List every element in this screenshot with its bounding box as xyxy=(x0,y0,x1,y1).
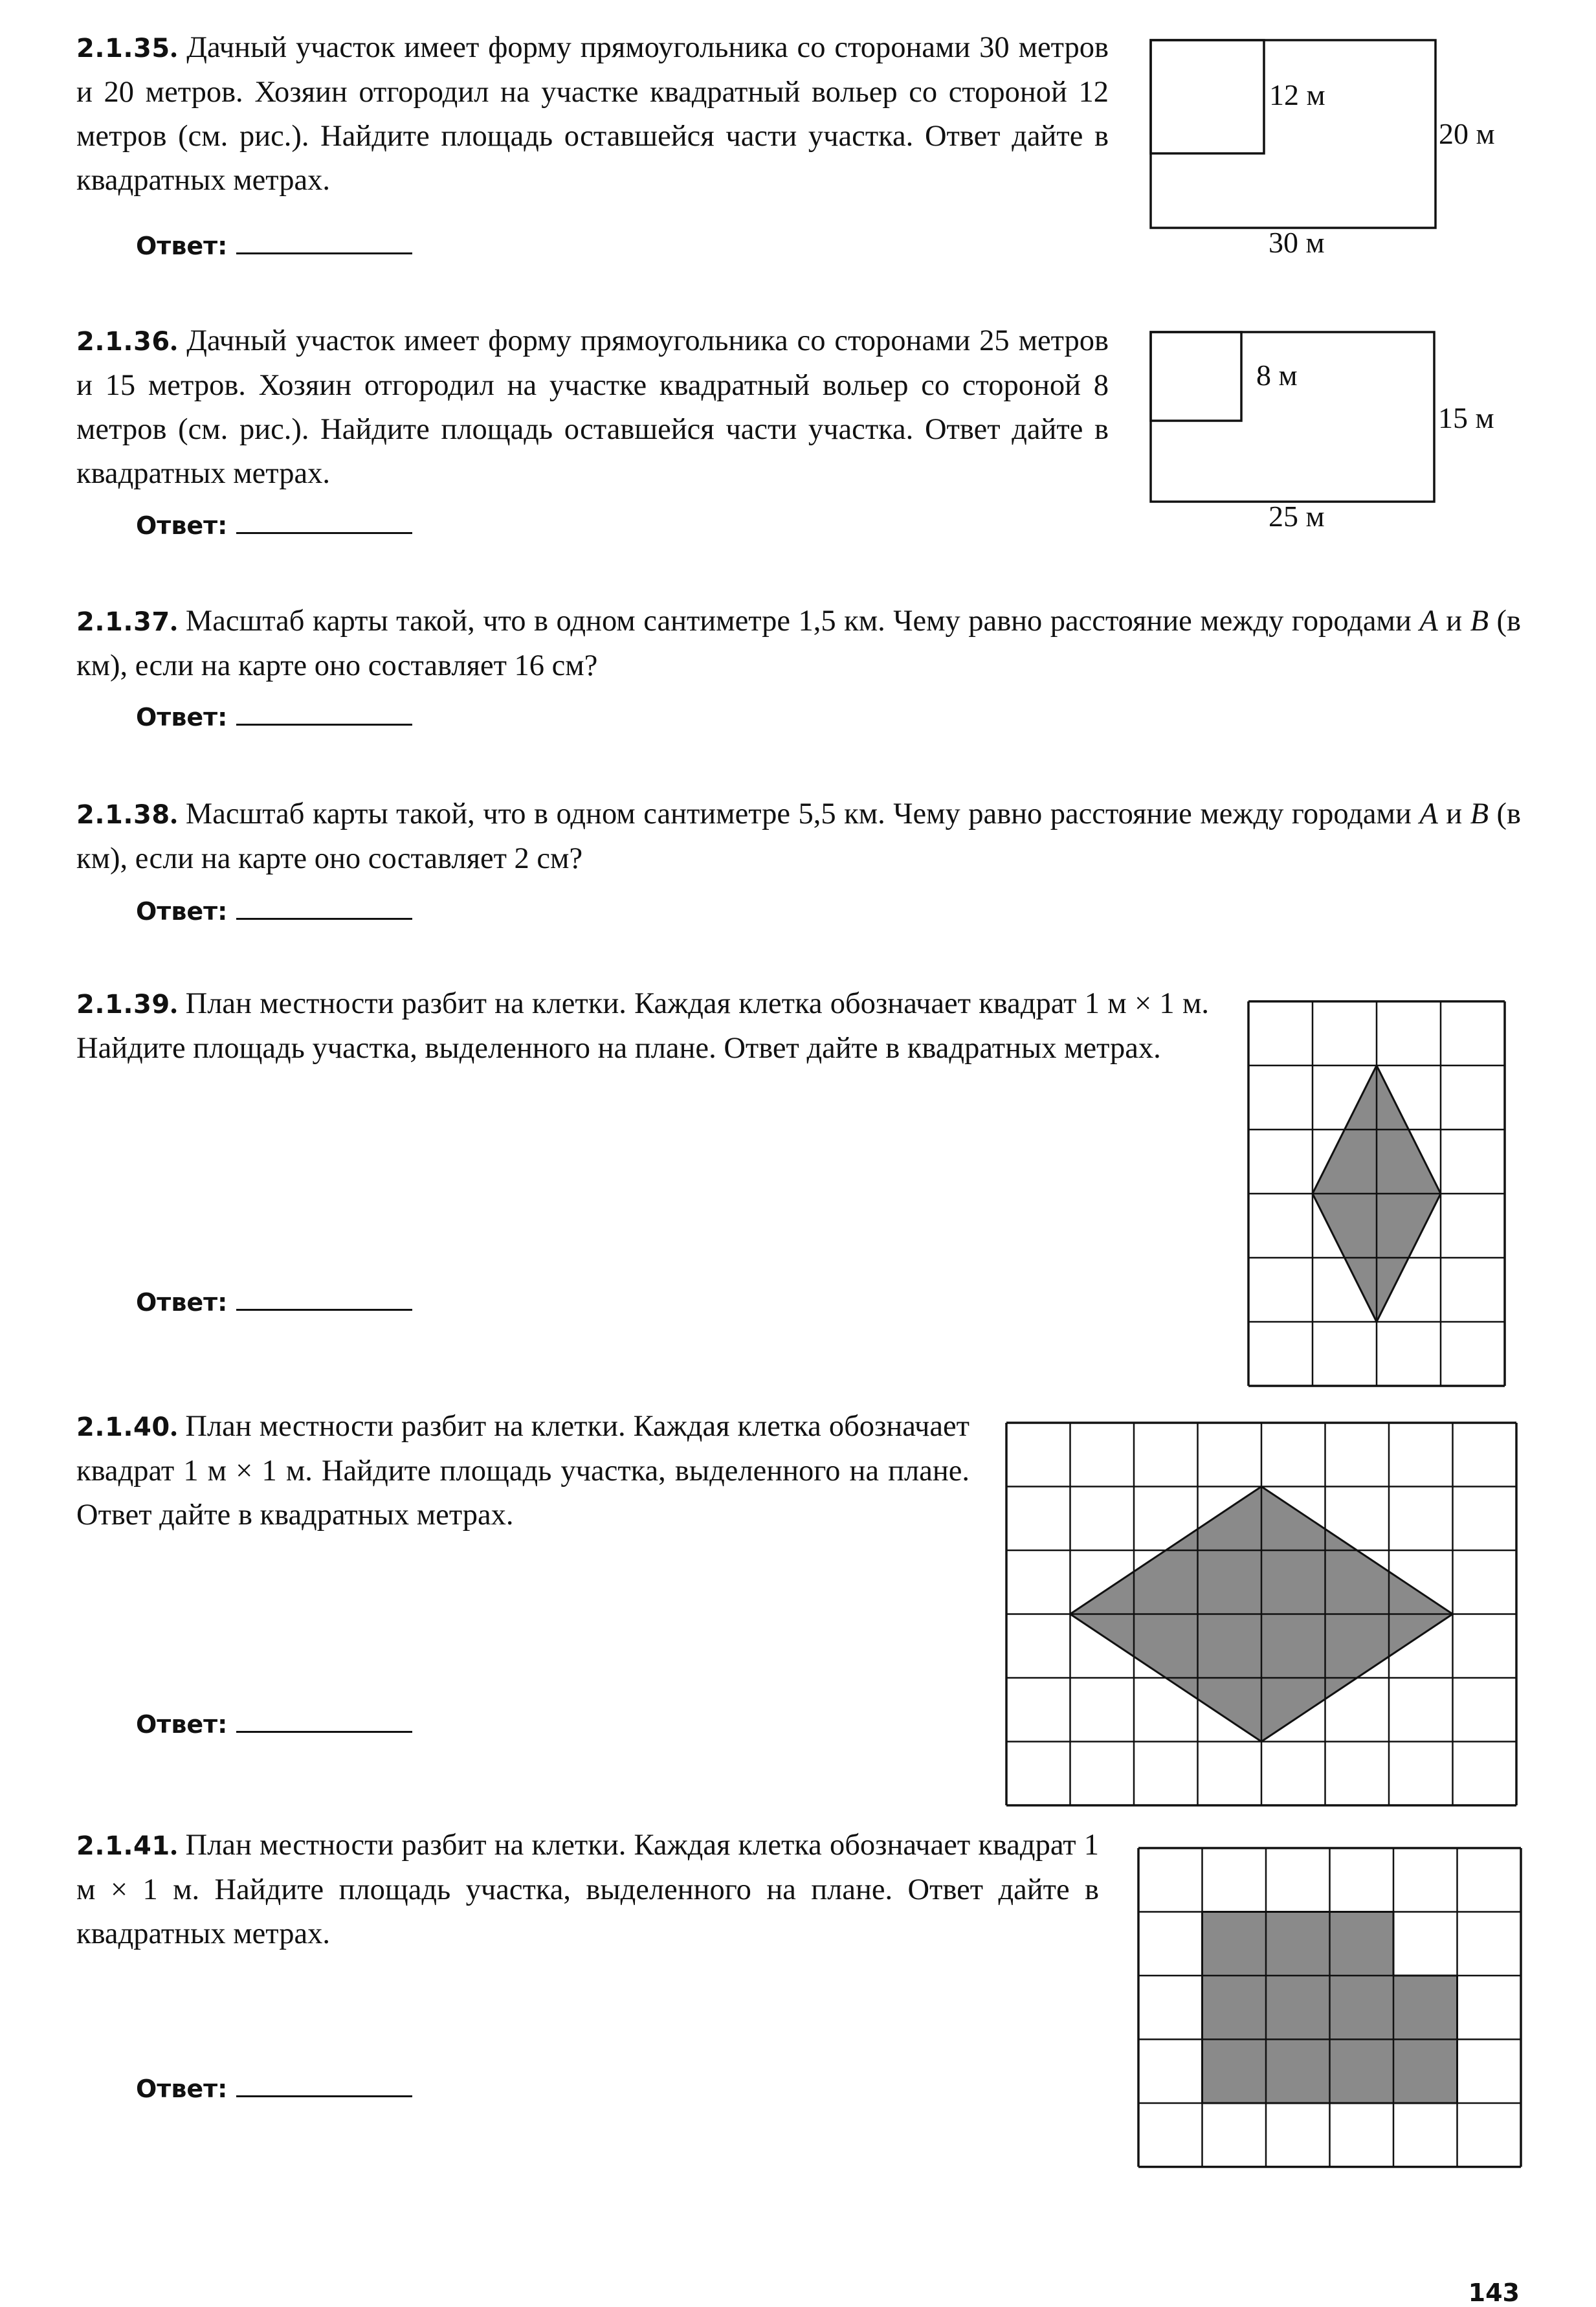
problem-2-1-40 xyxy=(76,1405,970,1537)
plot-rectangle xyxy=(1151,40,1435,228)
problem-number: 2.1.39 xyxy=(76,990,170,1020)
answer-label: Ответ: xyxy=(136,2075,228,2103)
problem-statement: План местности разбит на клетки. Каждая клетка обозначает квадрат 1 м × 1 м. Найдите площадь участка, выделенного на плане. Ответ дайте в квадратных метрах. xyxy=(76,1829,1099,1950)
problem-number: 2.1.40 xyxy=(76,1412,170,1442)
answer-label: Ответ: xyxy=(136,703,228,731)
answer-line[interactable] xyxy=(236,911,412,920)
answer-line[interactable] xyxy=(236,1724,412,1733)
problem-text: 2.1.35. Дачный участок имеет форму прямоугольника со сторонами 30 метров и 20 метров. Хозяин отгородил на участке квадратный вольер со стороной 12 метров (см. рис.). Найдите площадь оставшейся части участка. Ответ дайте в квадратных метрах. xyxy=(76,31,1109,197)
answer-line[interactable] xyxy=(236,526,412,534)
figure-2-1-36 xyxy=(1151,332,1513,546)
problem-statement-part: и xyxy=(1437,605,1470,638)
problem-statement-part: (в км), если на карте оно составляет 16 см? xyxy=(76,605,1521,682)
plot-diagram xyxy=(1151,40,1513,273)
grid-plan-diagram xyxy=(1137,1847,1522,2168)
problem-2-1-35 xyxy=(76,26,1109,203)
problem-2-1-39 xyxy=(76,982,1209,1071)
figure-2-1-39 xyxy=(1247,1000,1506,1386)
problem-statement-part: Масштаб карты такой, что в одном сантиметре 1,5 км. Чему равно расстояние между городами xyxy=(185,605,1420,638)
figure-2-1-40 xyxy=(1005,1421,1518,1806)
plot-width-label: 25 м xyxy=(1269,500,1325,533)
figure-2-1-35 xyxy=(1151,40,1513,273)
point-a-label: A xyxy=(1419,797,1438,830)
problem-statement-part: (в км), если на карте оно составляет 2 см? xyxy=(76,797,1521,875)
answer-2-1-38 xyxy=(136,897,412,926)
plot-rectangle xyxy=(1151,332,1434,502)
answer-label: Ответ: xyxy=(136,1710,228,1739)
plot-width-label: 30 м xyxy=(1269,226,1325,259)
problem-2-1-36 xyxy=(76,319,1109,496)
problem-statement: План местности разбит на клетки. Каждая клетка обозначает квадрат 1 м × 1 м. Найдите площадь участка, выделенного на плане. Ответ дайте в квадратных метрах. xyxy=(76,1410,970,1532)
problem-text: 2.1.40. План местности разбит на клетки. Каждая клетка обозначает квадрат 1 м × 1 м. Найдите площадь участка, выделенного на плане. Ответ дайте в квадратных метрах. xyxy=(76,1410,970,1532)
plot-height-label: 20 м xyxy=(1439,117,1495,150)
answer-label: Ответ: xyxy=(136,232,228,260)
point-b-label: B xyxy=(1470,605,1489,638)
answer-2-1-40 xyxy=(136,1710,412,1739)
problem-statement: Дачный участок имеет форму прямоугольника со сторонами 25 метров и 15 метров. Хозяин отгородил на участке квадратный вольер со стороной 8 метров (см. рис.). Найдите площадь оставшейся части участка. Ответ дайте в квадратных метрах. xyxy=(76,324,1109,490)
enclosure-side-label: 12 м xyxy=(1269,78,1325,111)
page-number: 143 xyxy=(1468,2279,1520,2307)
answer-label: Ответ: xyxy=(136,897,228,926)
problem-statement-part: и xyxy=(1437,797,1470,830)
problem-statement: Дачный участок имеет форму прямоугольника со сторонами 30 метров и 20 метров. Хозяин отгородил на участке квадратный вольер со стороной 12 метров (см. рис.). Найдите площадь оставшейся части участка. Ответ дайте в квадратных метрах. xyxy=(76,31,1109,197)
enclosure-side-label: 8 м xyxy=(1256,359,1298,392)
problem-2-1-38 xyxy=(76,792,1521,881)
answer-line[interactable] xyxy=(236,1302,412,1311)
answer-2-1-36 xyxy=(136,511,412,540)
problem-text: 2.1.41. План местности разбит на клетки. Каждая клетка обозначает квадрат 1 м × 1 м. Найдите площадь участка, выделенного на плане. Ответ дайте в квадратных метрах. xyxy=(76,1829,1099,1950)
problem-statement-part: Масштаб карты такой, что в одном сантиметре 5,5 км. Чему равно расстояние между городами xyxy=(185,797,1420,830)
enclosure-square xyxy=(1151,332,1241,421)
answer-label: Ответ: xyxy=(136,1288,228,1317)
problem-number: 2.1.35 xyxy=(76,34,170,63)
problem-text: 2.1.37. Масштаб карты такой, что в одном сантиметре 1,5 км. Чему равно расстояние между городами A и B (в км), если на карте оно составляет 16 см? xyxy=(76,605,1521,682)
problem-statement: План местности разбит на клетки. Каждая клетка обозначает квадрат 1 м × 1 м. Найдите площадь участка, выделенного на плане. Ответ дайте в квадратных метрах. xyxy=(76,987,1210,1065)
figure-2-1-41 xyxy=(1137,1847,1522,2168)
problem-number: 2.1.41 xyxy=(76,1831,170,1861)
grid-plan-diagram xyxy=(1005,1421,1518,1806)
problem-text: 2.1.38. Масштаб карты такой, что в одном сантиметре 5,5 км. Чему равно расстояние между городами A и B (в км), если на карте оно составляет 2 см? xyxy=(76,797,1521,875)
grid-plan-diagram xyxy=(1247,1000,1506,1386)
answer-line[interactable] xyxy=(236,717,412,726)
problem-text: 2.1.36. Дачный участок имеет форму прямоугольника со сторонами 25 метров и 15 метров. Хозяин отгородил на участке квадратный вольер со стороной 8 метров (см. рис.). Найдите площадь оставшейся части участка. Ответ дайте в квадратных метрах. xyxy=(76,324,1109,490)
problem-2-1-41 xyxy=(76,1823,1099,1956)
point-b-label: B xyxy=(1470,797,1489,830)
problem-number: 2.1.37 xyxy=(76,607,170,637)
point-a-label: A xyxy=(1419,605,1438,638)
answer-line[interactable] xyxy=(236,2089,412,2097)
problem-number: 2.1.38 xyxy=(76,800,170,830)
answer-label: Ответ: xyxy=(136,511,228,540)
problem-number: 2.1.36 xyxy=(76,327,170,357)
enclosure-square xyxy=(1151,40,1264,153)
answer-line[interactable] xyxy=(236,246,412,254)
plot-diagram xyxy=(1151,332,1513,546)
answer-2-1-37 xyxy=(136,703,412,731)
plot-height-label: 15 м xyxy=(1438,401,1494,434)
problem-2-1-37 xyxy=(76,599,1521,688)
answer-2-1-35 xyxy=(136,232,412,260)
answer-2-1-39 xyxy=(136,1288,412,1317)
problem-text: 2.1.39. План местности разбит на клетки. Каждая клетка обозначает квадрат 1 м × 1 м. Найдите площадь участка, выделенного на плане. Ответ дайте в квадратных метрах. xyxy=(76,987,1210,1065)
answer-2-1-41 xyxy=(136,2075,412,2103)
